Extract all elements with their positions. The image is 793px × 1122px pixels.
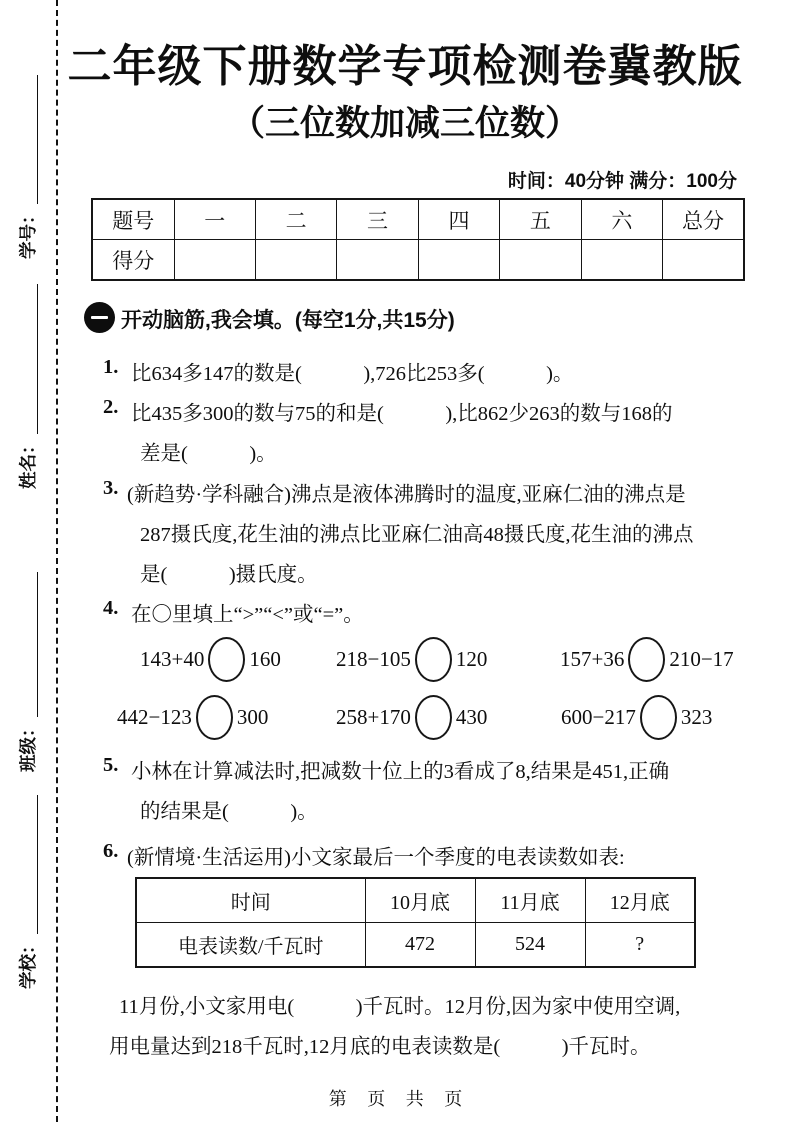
comparison-item (140, 637, 281, 682)
paper-title: 二年级下册数学专项检测卷冀教版 (67, 42, 743, 91)
question-2-text-line2: 差是( )。 (140, 443, 277, 465)
score-blank-cell (174, 240, 255, 281)
comparison-right-expr: 160 (249, 647, 281, 671)
meter-table-header-cell: 10月底 (365, 878, 475, 923)
question-3-text-line2: 287摄氏度,花生油的沸点比亚麻仁油高48摄氏度,花生油的沸点 (140, 524, 694, 546)
compare-circle-icon (415, 695, 452, 740)
score-blank-cell (500, 240, 581, 281)
meter-table-row-label: 电表读数/千瓦时 (136, 923, 365, 968)
section-one-title: 开动脑筋,我会填。(每空1分,共15分) (121, 309, 455, 332)
meter-table-value-cell: 524 (475, 923, 585, 968)
comparison-left-expr: 143+40 (140, 647, 205, 671)
score-table-cell: 总分 (663, 199, 744, 240)
time-score-info: 时间：40分钟 满分：100分 (507, 171, 737, 192)
score-table-cell: 题号 (92, 199, 174, 240)
question-1-text: 比634多147的数是( ),726比253多( )。 (131, 363, 574, 385)
section-one-icon (91, 316, 108, 320)
score-blank-cell (663, 240, 744, 281)
comparison-left-expr: 157+36 (560, 647, 625, 671)
student-name-field (11, 282, 45, 489)
class-label: 班级： (18, 719, 38, 772)
score-table-score-row (92, 240, 744, 281)
score-blank-cell (337, 240, 418, 281)
comparison-right-expr: 120 (455, 647, 488, 671)
student-id-field (11, 73, 45, 259)
section-one-badge (84, 302, 115, 333)
question-6-after-line1: 11月份,小文家用电( )千瓦时。12月份,因为家中使用空调, (119, 996, 681, 1018)
student-id-blank-line (37, 75, 38, 205)
compare-circle-icon (628, 637, 665, 682)
question-2-number: 2. (103, 396, 119, 418)
meter-table-header-cell: 时间 (136, 878, 365, 923)
question-4-number: 4. (103, 597, 119, 619)
question-6-text: (新情境·生活运用)小文家最后一个季度的电表读数如表: (127, 847, 625, 869)
page-footer: 第 页 共 页 (328, 1089, 465, 1109)
question-6-after-line2: 用电量达到218千瓦时,12月底的电表读数是( )千瓦时。 (109, 1036, 651, 1058)
question-1-number: 1. (103, 356, 119, 378)
score-table-cell: 五 (500, 199, 581, 240)
class-blank-line (37, 572, 38, 718)
meter-table-header-row (136, 878, 695, 923)
question-3-number: 3. (103, 477, 119, 499)
score-table-cell: 四 (418, 199, 499, 240)
comparison-item (117, 695, 268, 740)
score-blank-cell (255, 240, 336, 281)
score-table-cell: 一 (174, 199, 255, 240)
question-5-number: 5. (103, 754, 119, 776)
question-5-text-line2: 的结果是( )。 (140, 801, 318, 823)
compare-circle-icon (415, 637, 452, 682)
score-label-cell: 得分 (92, 240, 174, 281)
comparison-right-expr: 323 (680, 705, 713, 729)
meter-table-header-cell: 11月底 (475, 878, 585, 923)
school-field (11, 793, 45, 989)
school-label: 学校： (18, 936, 38, 989)
comparison-item (336, 695, 487, 740)
compare-circle-icon (208, 637, 245, 682)
score-table (91, 198, 745, 281)
meter-reading-table (135, 877, 696, 968)
comparison-item (560, 637, 734, 682)
comparison-left-expr: 442−123 (117, 705, 192, 729)
comparison-left-expr: 600−217 (561, 705, 636, 729)
compare-circle-icon (196, 695, 233, 740)
question-3-text-line1: (新趋势·学科融合)沸点是液体沸腾时的温度,亚麻仁油的沸点是 (127, 484, 686, 506)
question-2-text-line1: 比435多300的数与75的和是( ),比862少263的数与168的 (131, 403, 673, 425)
student-name-label: 姓名： (18, 436, 38, 489)
score-blank-cell (418, 240, 499, 281)
comparison-left-expr: 218−105 (336, 647, 411, 671)
score-blank-cell (581, 240, 662, 281)
school-blank-line (37, 795, 38, 935)
meter-table-header-cell: 12月底 (585, 878, 695, 923)
question-3-text-line3: 是( )摄氏度。 (140, 564, 318, 586)
comparison-right-expr: 300 (236, 705, 269, 729)
comparison-item (336, 637, 487, 682)
class-field (11, 570, 45, 772)
score-table-cell: 三 (337, 199, 418, 240)
meter-table-value-cell: 472 (365, 923, 475, 968)
comparison-right-expr: 210−17 (669, 647, 734, 671)
question-5-text-line1: 小林在计算减法时,把减数十位上的3看成了8,结果是451,正确 (131, 761, 670, 783)
meter-table-value-row (136, 923, 695, 968)
student-name-blank-line (37, 284, 38, 435)
comparison-item (561, 695, 712, 740)
meter-table-value-cell: ? (585, 923, 695, 968)
comparison-right-expr: 430 (455, 705, 488, 729)
score-table-header-row (92, 199, 744, 240)
score-table-cell: 六 (581, 199, 662, 240)
compare-circle-icon (640, 695, 677, 740)
question-4-text: 在〇里填上“>”“<”或“=”。 (131, 604, 364, 626)
question-6-number: 6. (103, 840, 119, 862)
student-id-label: 学号： (18, 206, 38, 259)
score-table-cell: 二 (255, 199, 336, 240)
comparison-left-expr: 258+170 (336, 705, 411, 729)
paper-subtitle: （三位数加减三位数） (229, 104, 580, 143)
